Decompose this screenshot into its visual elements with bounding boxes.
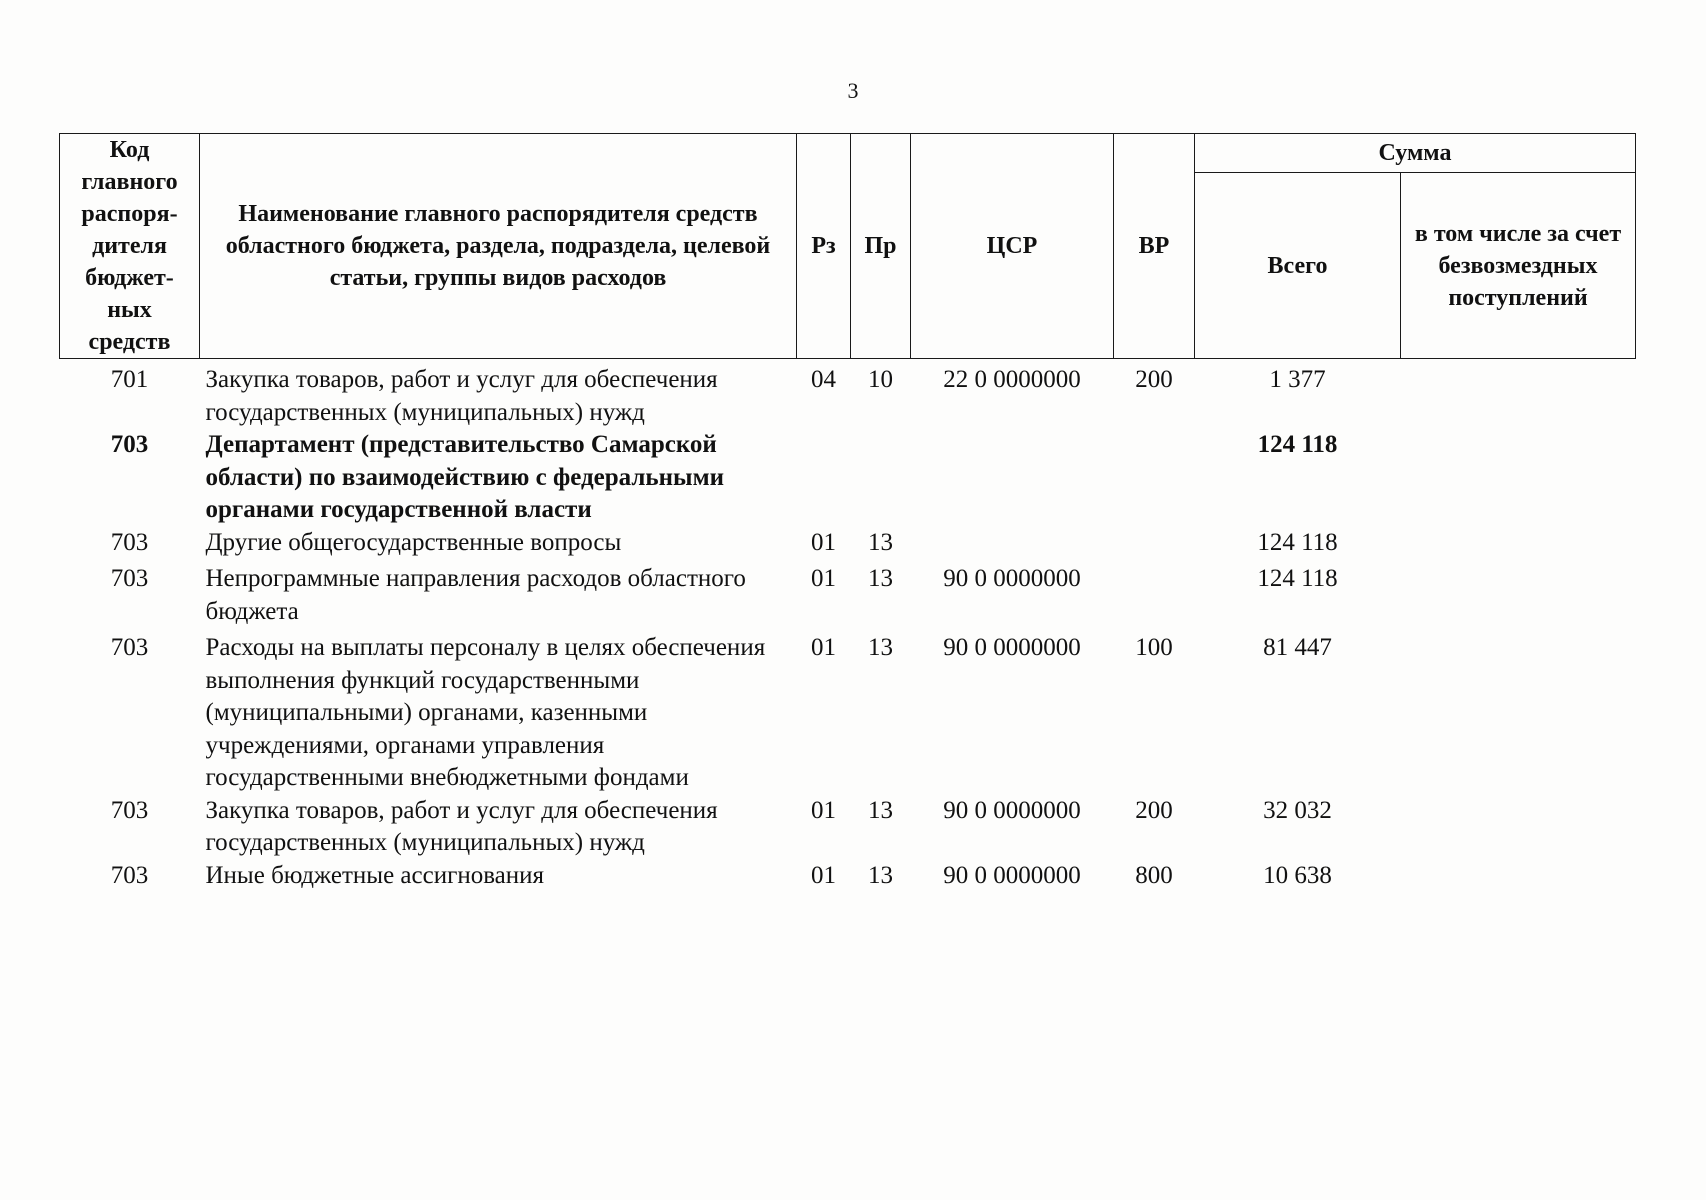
row-name: Закупка товаров, работ и услуг для обеспечения государственных (муниципальных) нужд	[205, 796, 718, 856]
row-rz: 01	[811, 634, 836, 661]
row-total: 124 118	[1257, 431, 1338, 458]
row-total: 32 032	[1263, 796, 1332, 824]
table-body	[60, 359, 1636, 893]
row-free	[1401, 795, 1636, 860]
row-code: 701	[110, 366, 149, 393]
row-code: 703	[110, 431, 149, 458]
row-code: 703	[110, 528, 149, 556]
row-rz: 01	[811, 861, 836, 889]
row-pr: 13	[868, 565, 893, 592]
row-vr	[1114, 429, 1195, 527]
row-pr: 10	[868, 366, 893, 393]
row-name: Департамент (представительство Самарской области) по взаимодействию с федеральными органами государственной власти	[205, 431, 725, 523]
row-code: 703	[110, 634, 149, 661]
header-code: Код главного распоря-дителя бюджет-ных средств	[60, 134, 200, 359]
row-code: 703	[110, 565, 149, 592]
table-row	[60, 559, 1636, 628]
row-vr	[1114, 559, 1195, 628]
row-rz: 04	[811, 366, 836, 393]
row-csr	[911, 429, 1114, 527]
header-name: Наименование главного распорядителя средств областного бюджета, раздела, подраздела, целевой статьи, группы видов расходов	[200, 134, 797, 359]
row-total: 124 118	[1257, 528, 1338, 556]
row-rz: 01	[811, 796, 836, 824]
row-vr: 800	[1135, 861, 1173, 889]
row-csr: 90 0 0000000	[943, 634, 1081, 661]
table-row	[60, 359, 1636, 430]
header-rz: Рз	[797, 134, 851, 359]
table-row	[60, 628, 1636, 795]
row-name: Иные бюджетные ассигнования	[205, 861, 545, 889]
table-header	[60, 134, 1636, 359]
row-rz: 01	[811, 565, 836, 592]
row-total: 10 638	[1263, 861, 1332, 889]
row-csr: 90 0 0000000	[943, 861, 1081, 889]
row-name: Непрограммные направления расходов областного бюджета	[205, 565, 746, 625]
row-code: 703	[110, 861, 149, 889]
row-rz: 01	[811, 528, 836, 556]
row-pr	[851, 429, 911, 527]
row-pr: 13	[868, 528, 893, 556]
row-free	[1401, 527, 1636, 560]
row-rz	[797, 429, 851, 527]
header-free: в том числе за счет безвозмездных поступлений	[1401, 173, 1636, 359]
row-pr: 13	[868, 634, 893, 661]
row-pr: 13	[868, 861, 893, 889]
row-free	[1401, 860, 1636, 893]
header-vr: ВР	[1114, 134, 1195, 359]
header-total: Всего	[1195, 173, 1401, 359]
table-row	[60, 795, 1636, 860]
row-csr	[911, 527, 1114, 560]
row-free	[1401, 628, 1636, 795]
header-csr: ЦСР	[911, 134, 1114, 359]
row-free	[1401, 429, 1636, 527]
row-total: 124 118	[1257, 565, 1338, 592]
row-pr: 13	[868, 796, 893, 824]
page-number: 3	[847, 78, 859, 103]
row-free	[1401, 359, 1636, 430]
budget-table	[59, 133, 1636, 892]
row-csr: 22 0 0000000	[943, 366, 1081, 393]
row-code: 703	[110, 796, 149, 824]
table-row	[60, 527, 1636, 560]
row-csr: 90 0 0000000	[943, 796, 1081, 824]
row-csr: 90 0 0000000	[943, 565, 1081, 592]
row-vr: 200	[1135, 366, 1173, 393]
row-name: Закупка товаров, работ и услуг для обеспечения государственных (муниципальных) нужд	[205, 366, 718, 426]
row-name: Расходы на выплаты персоналу в целях обеспечения выполнения функций государственными (муниципальными) органами, казенными учреждениями, органами управления государственными внебюджетными фондами	[205, 634, 766, 791]
table-row	[60, 860, 1636, 893]
row-vr	[1114, 527, 1195, 560]
header-pr: Пр	[851, 134, 911, 359]
row-name: Другие общегосударственные вопросы	[205, 528, 622, 556]
row-total: 1 377	[1269, 366, 1326, 393]
row-total: 81 447	[1263, 634, 1332, 661]
row-vr: 200	[1135, 796, 1173, 824]
row-vr: 100	[1135, 634, 1173, 661]
table-row	[60, 429, 1636, 527]
header-sum: Сумма	[1195, 134, 1636, 173]
row-free	[1401, 559, 1636, 628]
